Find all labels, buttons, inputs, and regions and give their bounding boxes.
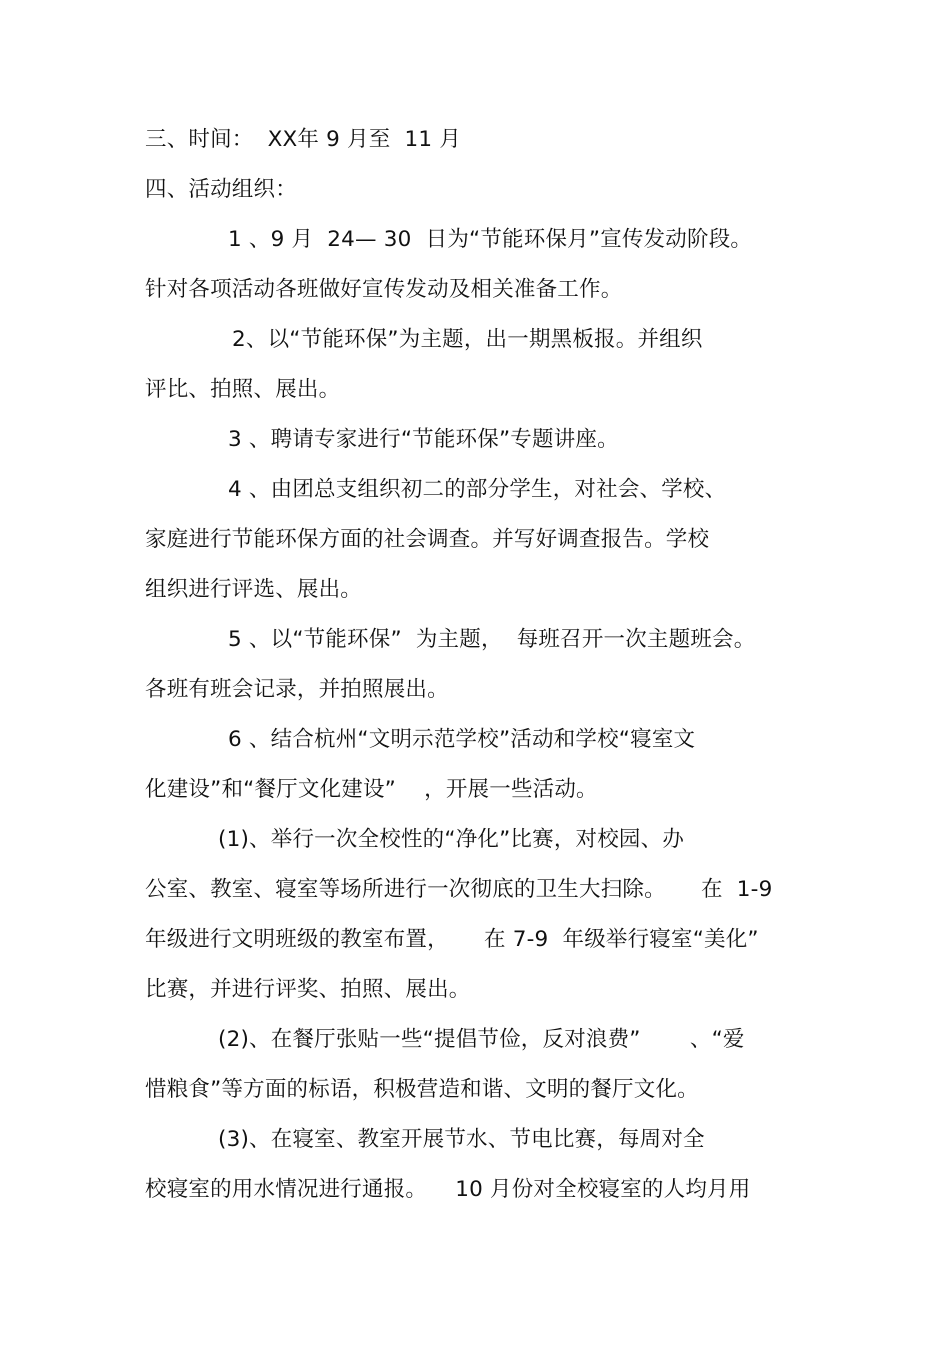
text-line: 各班有班会记录，并拍照展出。 [145,677,449,702]
text-line: 四、活动组织： [145,177,297,202]
text-line: 5 、以“节能环保” 为主题， 每班召开一次主题班会。 [228,627,756,652]
text-line: 3 、聘请专家进行“节能环保”专题讲座。 [228,427,619,452]
text-line: 三、时间： XX年 9 月至 11 月 [145,127,462,152]
text-line: 化建设”和“餐厅文化建设” ，开展一些活动。 [145,777,598,802]
text-line: 2、以“节能环保”为主题，出一期黑板报。并组织 [232,327,703,352]
text-line: 4 、由团总支组织初二的部分学生，对社会、学校、 [228,477,727,502]
text-line: 针对各项活动各班做好宣传发动及相关准备工作。 [145,277,623,302]
text-line: (1)、举行一次全校性的“净化”比赛，对校园、办 [218,827,685,852]
text-line: (2)、在餐厅张贴一些“提倡节俭，反对浪费” 、“爱 [218,1027,745,1052]
text-line: (3)、在寝室、教室开展节水、节电比赛，每周对全 [218,1127,705,1152]
text-line: 1 、9 月 24— 30 日为“节能环保月”宣传发动阶段。 [228,227,753,252]
text-line: 家庭进行节能环保方面的社会调查。并写好调查报告。学校 [145,527,710,552]
text-line: 年级进行文明班级的教室布置， 在 7-9 年级举行寝室“美化” [145,927,759,952]
text-line: 6 、结合杭州“文明示范学校”活动和学校“寝室文 [228,727,696,752]
text-line: 评比、拍照、展出。 [145,377,341,402]
text-line: 比赛，并进行评奖、拍照、展出。 [145,977,471,1002]
text-line: 惜粮食”等方面的标语，积极营造和谐、文明的餐厅文化。 [145,1077,699,1102]
text-line: 校寝室的用水情况进行通报。 10 月份对全校寝室的人均月用 [145,1177,751,1202]
text-line: 公室、教室、寝室等场所进行一次彻底的卫生大扫除。 在 1-9 [145,877,773,902]
text-line: 组织进行评选、展出。 [145,577,363,602]
